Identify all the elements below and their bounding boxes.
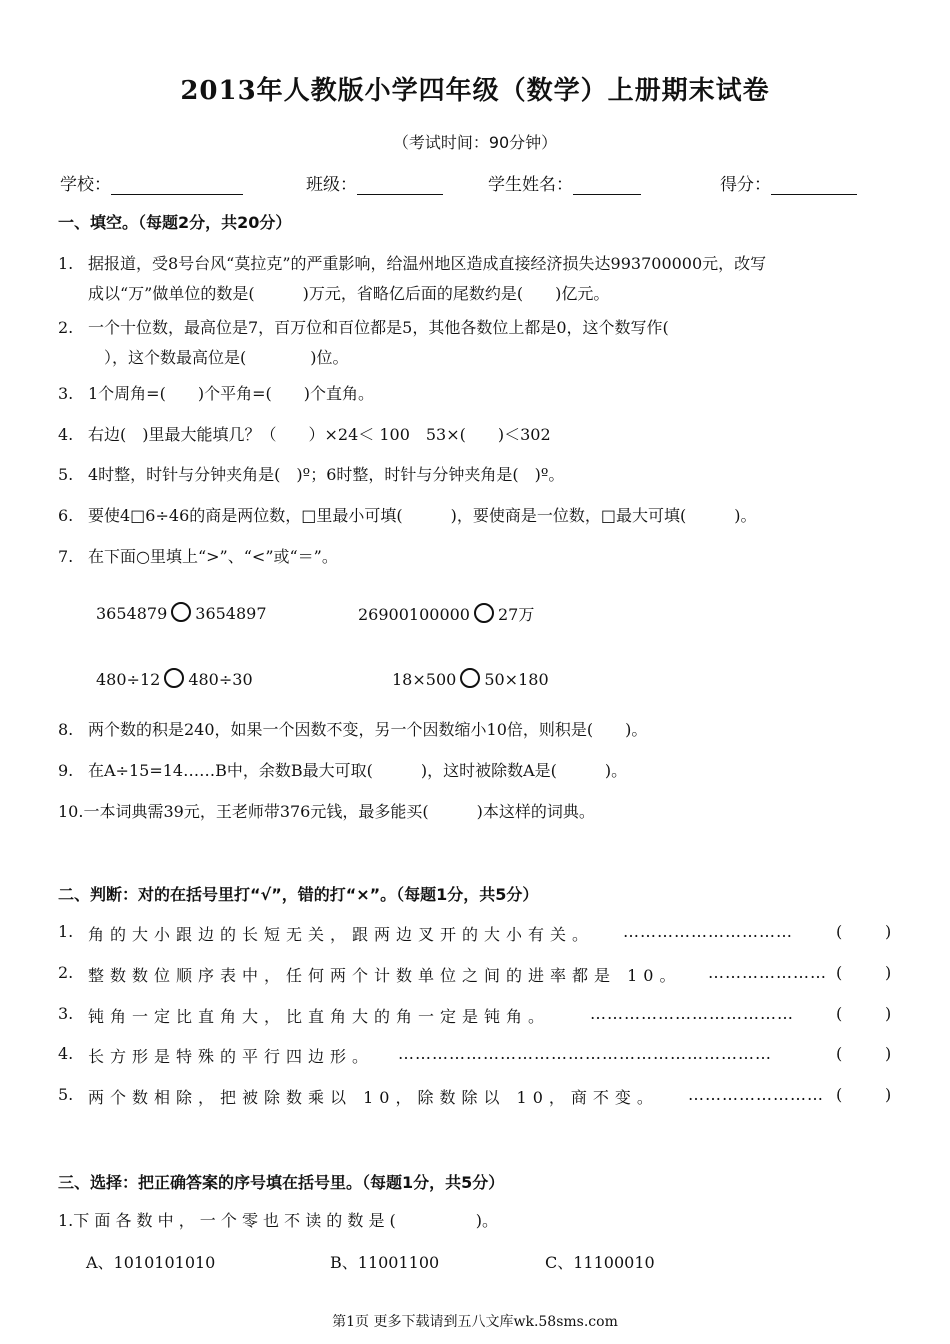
answer-paren-left[interactable]: (	[836, 963, 843, 982]
question-number: 9.	[58, 761, 74, 780]
comparison-left: 480÷12	[96, 670, 161, 689]
question-1	[58, 249, 898, 309]
judge-item-3	[58, 1004, 893, 1034]
question-number: 10.	[58, 802, 84, 821]
item-text: 长方形是特殊的平行四边形。	[88, 1047, 375, 1066]
question-2	[58, 313, 898, 373]
question-number: 4.	[58, 425, 74, 444]
class-blank[interactable]	[357, 176, 443, 195]
comparison-left: 3654879	[96, 604, 168, 623]
item-text: 整数数位顺序表中，任何两个计数单位之间的进率都是 10。	[88, 966, 682, 985]
item-number: 1.	[58, 922, 74, 941]
leader-dots: …………………………	[623, 922, 793, 941]
option-b[interactable]: B、11001100	[330, 1253, 440, 1272]
question-8	[58, 715, 898, 745]
item-number: 2.	[58, 963, 74, 982]
exam-title: 2013年人教版小学四年级（数学）上册期末试卷	[180, 76, 770, 106]
comparison-2	[358, 602, 534, 625]
section-1-heading: 一、填空。（每题2分，共20分）	[58, 213, 292, 232]
option-c[interactable]: C、11100010	[545, 1253, 655, 1272]
name-blank[interactable]	[573, 176, 641, 195]
item-text: 角的大小跟边的长短无关，跟两边叉开的大小有关。	[88, 925, 595, 944]
question-text: 4时整，时针与分钟夹角是( )º；6时整，时针与分钟夹角是( )º。	[88, 465, 565, 484]
judge-item-1	[58, 922, 893, 952]
option-a[interactable]: A、1010101010	[86, 1253, 216, 1272]
question-number: 8.	[58, 720, 74, 739]
section-3-heading: 三、选择：把正确答案的序号填在括号里。（每题1分，共5分）	[58, 1173, 505, 1192]
score-field	[720, 170, 857, 195]
question-number: 2.	[58, 318, 74, 337]
question-6	[58, 501, 898, 531]
comparison-left: 18×500	[392, 670, 457, 689]
judge-item-5	[58, 1085, 893, 1115]
judge-item-4	[58, 1044, 893, 1074]
question-text: 右边( )里最大能填几？（ ）×24＜ 100 53×( )＜302	[88, 425, 551, 444]
question-number: 3.	[58, 384, 74, 403]
school-blank[interactable]	[111, 176, 243, 195]
judge-item-2	[58, 963, 893, 993]
question-text-cont: ），这个数最高位是( )位。	[88, 348, 349, 367]
item-text: 钝角一定比直角大，比直角大的角一定是钝角。	[88, 1007, 551, 1026]
answer-paren-left[interactable]: (	[836, 1044, 843, 1063]
comparison-1	[96, 602, 267, 623]
comparison-right: 3654897	[195, 604, 267, 623]
score-label: 得分：	[720, 175, 771, 195]
answer-paren-left[interactable]: (	[836, 1085, 843, 1104]
question-text: 据报道，受8号台风“莫拉克”的严重影响，给温州地区造成直接经济损失达993700000元，改写	[88, 254, 767, 273]
answer-paren-left[interactable]: (	[836, 922, 843, 941]
question-text: 要使4□6÷46的商是两位数，□里最小可填( )，要使商是一位数，□最大可填( )。	[88, 506, 757, 525]
exam-time: （考试时间：90分钟）	[392, 133, 558, 152]
question-text: 两个数的积是240，如果一个因数不变，另一个因数缩小10倍，则积是( )。	[88, 720, 648, 739]
question-text: 一本词典需39元，王老师带376元钱，最多能买( )本这样的词典。	[83, 802, 595, 821]
answer-paren-right[interactable]: )	[885, 1085, 892, 1104]
item-text: 两个数相除，把被除数乘以 10，除数除以 10，商不变。	[88, 1088, 659, 1107]
section-2-heading: 二、判断：对的在括号里打“√”，错的打“×”。（每题1分，共5分）	[58, 885, 539, 904]
choice-question-1: 1.下 面 各 数 中 ， 一 个 零 也 不 读 的 数 是 ( )。	[58, 1211, 499, 1230]
student-info-row	[60, 170, 890, 196]
question-text: 在下面○里填上“>”、“<”或“＝”。	[88, 547, 338, 566]
comparison-3	[96, 668, 253, 689]
answer-paren-right[interactable]: )	[885, 1004, 892, 1023]
question-number: 6.	[58, 506, 74, 525]
comparison-circle[interactable]	[171, 602, 191, 622]
question-text-cont: 成以“万”做单位的数是( )万元，省略亿后面的尾数约是( )亿元。	[88, 284, 610, 303]
answer-paren-left[interactable]: (	[836, 1004, 843, 1023]
comparison-4	[392, 668, 549, 689]
leader-dots: ………………………………	[590, 1004, 794, 1023]
comparison-right: 480÷30	[188, 670, 253, 689]
question-4	[58, 420, 898, 450]
answer-paren-right[interactable]: )	[885, 1044, 892, 1063]
item-number: 4.	[58, 1044, 74, 1063]
comparison-circle[interactable]	[164, 668, 184, 688]
class-field	[306, 170, 443, 195]
question-text: 一个十位数，最高位是7，百万位和百位都是5，其他各数位上都是0，这个数写作(	[88, 318, 669, 337]
item-number: 3.	[58, 1004, 74, 1023]
answer-paren-right[interactable]: )	[885, 963, 892, 982]
comparison-right: 27万	[497, 605, 535, 624]
leader-dots: ……………………	[688, 1085, 824, 1104]
question-7	[58, 542, 898, 572]
item-number: 5.	[58, 1085, 74, 1104]
leader-dots: …………………………………………………………	[398, 1044, 772, 1063]
question-5	[58, 460, 898, 490]
school-label: 学校：	[60, 175, 111, 195]
comparison-left: 26900100000	[358, 605, 470, 624]
question-10	[58, 797, 898, 827]
class-label: 班级：	[306, 175, 357, 195]
question-3	[58, 379, 898, 409]
comparison-right: 50×180	[484, 670, 549, 689]
school-field	[60, 170, 243, 195]
answer-paren-right[interactable]: )	[885, 922, 892, 941]
question-9	[58, 756, 898, 786]
comparison-circle[interactable]	[460, 668, 480, 688]
comparison-circle[interactable]	[474, 603, 494, 623]
name-field	[488, 170, 641, 195]
page-footer: 第1页 更多下载请到五八文库wk.58sms.com	[332, 1314, 618, 1330]
question-number: 1.	[58, 254, 74, 273]
name-label: 学生姓名：	[488, 175, 573, 195]
question-number: 7.	[58, 547, 74, 566]
score-blank[interactable]	[771, 176, 857, 195]
question-text: 在A÷15=14……B中，余数B最大可取( )，这时被除数A是( )。	[88, 761, 628, 780]
leader-dots: …………………	[708, 963, 827, 982]
question-number: 5.	[58, 465, 74, 484]
question-text: 1个周角=( )个平角=( )个直角。	[88, 384, 374, 403]
